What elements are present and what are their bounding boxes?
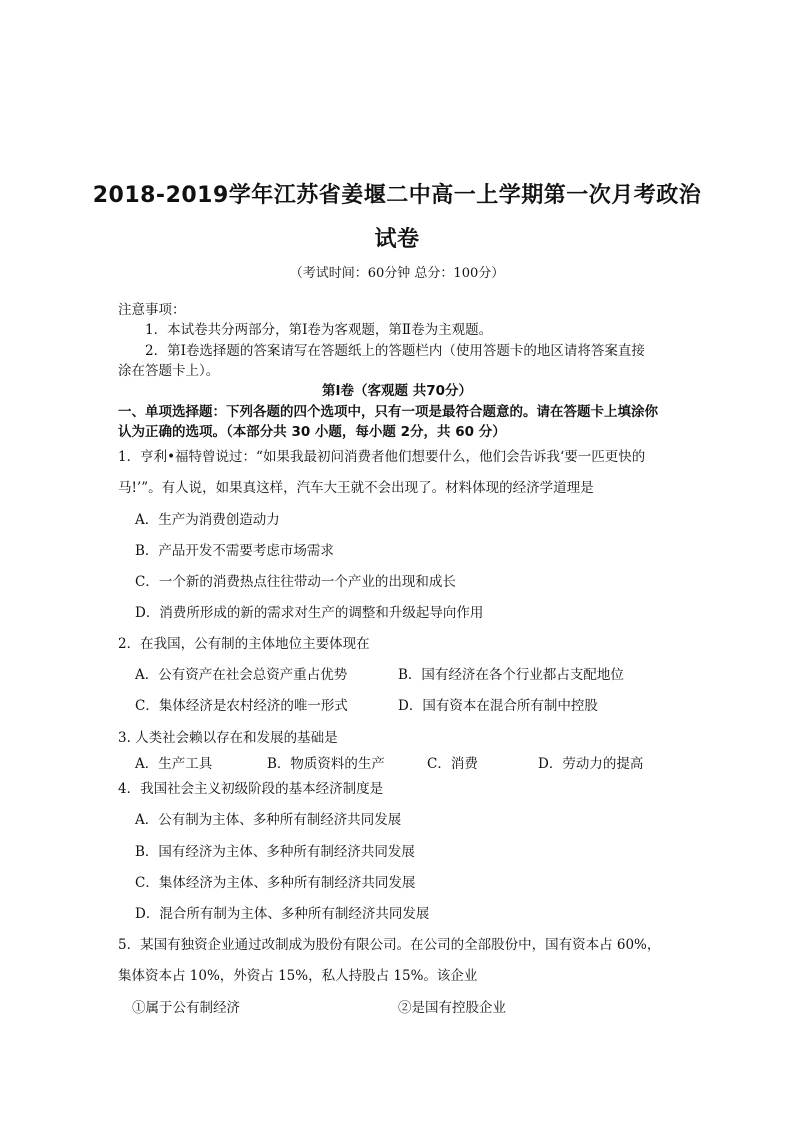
q2-option-d: D．国有资本在混合所有制中控股 xyxy=(398,698,598,714)
q5-stem-line2: 集体资本占 10%，外资占 15%，私人持股占 15%。该企业 xyxy=(118,968,478,984)
q4-option-a: A．公有制为主体、多种所有制经济共同发展 xyxy=(135,812,402,828)
q3-option-d: D．劳动力的提高 xyxy=(538,756,644,772)
q4-option-d: D．混合所有制为主体、多种所有制经济共同发展 xyxy=(135,906,430,922)
q2-option-b: B．国有经济在各个行业都占支配地位 xyxy=(398,667,624,683)
q4-option-b: B．国有经济为主体、多种所有制经济共同发展 xyxy=(135,844,415,860)
q1-option-c: C．一个新的消费热点往往带动一个产业的出现和成长 xyxy=(135,574,456,590)
exam-title-line1: 2018-2019学年江苏省姜堰二中高一上学期第一次月考政治 xyxy=(92,183,702,208)
q1-stem-line1: 1．亨利•福特曾说过：“如果我最初问消费者他们想要什么，他们会告诉我‘要一匹更快的 xyxy=(118,449,646,465)
q5-statement-1: ①属于公有制经济 xyxy=(132,1000,240,1016)
q1-option-d: D．消费所形成的新的需求对生产的调整和升级起导向作用 xyxy=(135,605,484,621)
section1-heading: 第Ⅰ卷（客观题 共70分） xyxy=(321,383,472,399)
q4-option-c: C．集体经济为主体、多种所有制经济共同发展 xyxy=(135,875,416,891)
notes-item-1: 1．本试卷共分两部分，第Ⅰ卷为客观题，第Ⅱ卷为主观题。 xyxy=(145,322,493,338)
notes-item-2-line2: 涂在答题卡上）。 xyxy=(118,363,220,379)
q2-stem: 2．在我国，公有制的主体地位主要体现在 xyxy=(118,636,370,652)
q2-option-a: A．公有资产在社会总资产重占优势 xyxy=(135,667,348,683)
exam-title-line2: 试卷 xyxy=(374,227,420,252)
q5-statement-2: ②是国有控股企业 xyxy=(398,1000,506,1016)
q3-option-b: B．物质资料的生产 xyxy=(267,756,385,772)
q5-stem-line1: 5．某国有独资企业通过改制成为股份有限公司。在公司的全部股份中，国有资本占 60%， xyxy=(118,937,661,953)
q1-option-a: A．生产为消费创造动力 xyxy=(135,512,280,528)
q1-stem-line2: 马!’”。有人说，如果真这样，汽车大王就不会出现了。材料体现的经济学道理是 xyxy=(118,480,594,496)
q3-option-a: A．生产工具 xyxy=(135,756,213,772)
exam-subtitle: （考试时间：60分钟 总分：100分） xyxy=(289,266,505,281)
q2-option-c: C．集体经济是农村经济的唯一形式 xyxy=(135,698,348,714)
q3-stem: 3. 人类社会赖以存在和发展的基础是 xyxy=(118,730,338,746)
notes-heading: 注意事项： xyxy=(118,302,186,318)
q1-option-b: B．产品开发不需要考虑市场需求 xyxy=(135,543,334,559)
section1-instruction-line2: 认为正确的选项。（本部分共 30 小题，每小题 2分，共 60 分） xyxy=(118,424,506,440)
notes-item-2-line1: 2．第Ⅰ卷选择题的答案请写在答题纸上的答题栏内（使用答题卡的地区请将答案直接 xyxy=(145,343,645,359)
q3-option-c: C．消费 xyxy=(427,756,478,772)
section1-instruction-line1: 一、单项选择题：下列各题的四个选项中，只有一项是最符合题意的。请在答题卡上填涂你 xyxy=(118,404,658,420)
q4-stem: 4．我国社会主义初级阶段的基本经济制度是 xyxy=(118,781,384,797)
